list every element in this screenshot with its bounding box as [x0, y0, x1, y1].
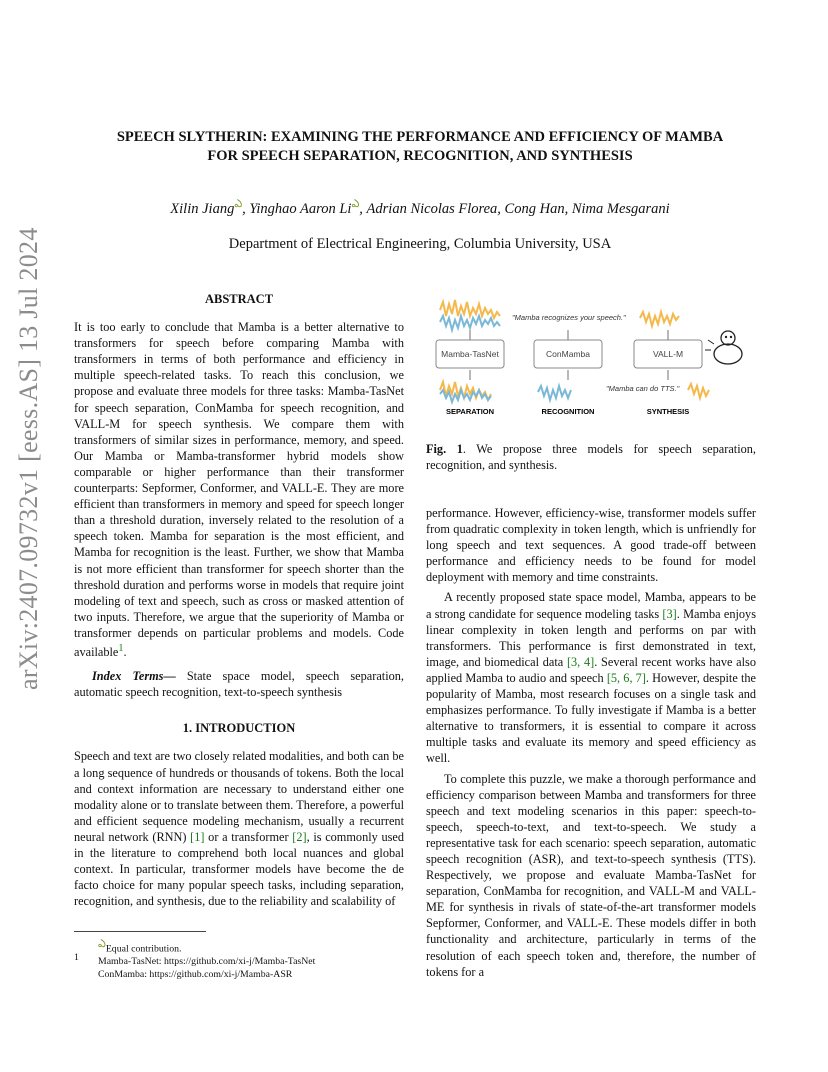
waveform-bottom-right	[688, 384, 709, 398]
intro-heading: 1. INTRODUCTION	[182, 721, 296, 736]
footnote-link[interactable]: 1	[118, 642, 124, 654]
waveform-bottom-left	[440, 382, 491, 402]
intro-paragraph-3: To complete this puzzle, we make a thorough performance and efficiency comparison between Mamba and transformers for three speech and text modeling scenarios in this paper: speech-to-speech, speech-to-text, and text-to-speech. We study a representative task for each scenario: speech separation, automatic speech recognition (ASR), and text-to-speech synthesis (TTS). Respectively, we propose and evaluate Mamba-TasNet for separation, ConMamba for recognition, and VALL-M and VALL-ME for synthesis in rivals of state-of-the-art transformer models Sepformer, Conformer, and VALL-E. These models differ in both functionality and architecture, particularly in terms of the resolution of each speech token and, therefore, the number of tokens for a	[426, 771, 756, 979]
quote-tts: "Mamba can do TTS."	[606, 384, 680, 393]
footnote-link-conmamba[interactable]: ConMamba: https://github.com/xi-j/Mamba-ASR	[98, 969, 293, 981]
conmamba-label: ConMamba	[546, 349, 590, 359]
snake-icon: ఎ	[234, 198, 243, 210]
intro-paragraph-1-cont: performance. However, efficiency-wise, transformer models suffer from quadratic complexity in token length, which is unfriendly for long speech and text sequences. A good trade-off between performance and efficiency needs to be found for model deployment with memory and time constraints.	[426, 506, 756, 585]
snake-icon: ఎ	[351, 198, 360, 210]
waveform-top-left	[440, 300, 500, 330]
footnote-divider	[74, 931, 206, 932]
figure-1-diagram	[426, 290, 756, 425]
citation-link[interactable]: [3]	[662, 606, 677, 621]
snake-icon: ఎ	[98, 938, 106, 950]
arxiv-sidebar-id: arXiv:2407.09732v1 [eess.AS] 13 Jul 2024	[14, 227, 43, 690]
mamba-tasnet-label: Mamba-TasNet	[441, 349, 499, 359]
index-terms: Index Terms— State space model, speech separation, automatic speech recognition, text-to-speech synthesis	[74, 669, 404, 700]
snake-mascot-icon	[705, 331, 742, 364]
footnote-link-tasnet[interactable]: Mamba-TasNet: https://github.com/xi-j/Mamba-TasNet	[98, 956, 316, 968]
intro-paragraph-2: A recently proposed state space model, Mamba, appears to be a strong candidate for sequence modeling tasks [3]. Mamba enjoys linear complexity in token length and performs on par with transformers. This performance is first demonstrated in text, image, and biomedical data [3, 4]. Several recent works have also applied Mamba to audio and speech [5, 6, 7]. However, despite the popularity of Mamba, most research focuses on a single task and emphasizes performance. To fully investigate if Mamba is a better alternative to transformers, it is essential to compare it across multiple tasks and evaluate its memory and speed efficiency as well.	[426, 590, 756, 766]
citation-link[interactable]: [2]	[292, 829, 307, 844]
author-list: Xilin Jiang$^ఎ$, Yinghao Aaron $Li^ఎ$, Adrian Nicolas Florea, Cong Han, Nima Mesgarani	[170, 198, 670, 217]
intro-paragraph-1: Speech and text are two closely related modalities, and both can be a long sequence of hundreds or thousands of tokens. Both the local and context information are necessary to understand either one modality alone or to translate between them. Therefore, a powerful and efficient sequence modeling mechanism, usually a recurrent neural network (RNN) [1] or a transformer [2], is commonly used in the literature to comprehend both local nuances and global context. In particular, transformer models have become the de facto choice for many popular speech tasks, including separation, recognition, and synthesis, due to the reliability and scalability of	[74, 749, 405, 909]
right-column	[426, 505, 756, 980]
citation-link[interactable]: [1]	[190, 829, 205, 844]
left-column	[74, 291, 404, 909]
quote-recognition: "Mamba recognizes your speech."	[512, 313, 626, 322]
paper-title: SPEECH SLYTHERIN: EXAMINING THE PERFORMANCE AND EFFICIENCY OF MAMBA FOR SPEECH SEPARATION, RECOGNITION, AND SYNTHESIS	[116, 129, 724, 164]
vall-m-label: VALL-M	[652, 349, 684, 359]
abstract-heading: ABSTRACT	[204, 292, 274, 306]
footnotes: ఎEqual contribution. 1 Mamba-TasNet: https://github.com/xi-j/Mamba-TasNet ConMamba: https://github.com/xi-j/Mamba-ASR	[74, 938, 404, 981]
abstract-text: It is too early to conclude that Mamba is a better alternative to transformers for speech before comparing Mamba with transformers in terms of both performance and efficiency in multiple speech-related tasks. To reach this conclusion, we propose and evaluate three models for three tasks: Mamba-TasNet for speech separation, ConMamba for speech recognition, and VALL-M for speech synthesis. We compare them with transformers of similar sizes in performance, memory, and speed. Our Mamba or Mamba-transformer hybrid models show comparable or higher performance than their transformer counterparts: Sepformer, Conformer, and VALL-E. They are more efficient than transformers in memory and speed for speech longer than a threshold duration, inversely related to the resolution of a speech token. Mamba for separation is the most efficient, and Mamba for recognition is the least. Further, we show that Mamba is not more efficient than transformer for speech shorter than the threshold duration and performs worse in models that require joint modeling of text and speech, such as cross or masked attention of two inputs. Therefore, we argue that the superiority of Mamba or transformer depends on particular problems and models. Code available$^1$.	[74, 320, 404, 660]
label-separation: SEPARATION	[445, 407, 495, 416]
label-recognition: RECOGNITION	[541, 407, 595, 416]
label-synthesis: SYNTHESIS	[646, 407, 690, 416]
citation-link[interactable]: [3, 4]	[566, 654, 595, 669]
waveform-bottom-middle	[538, 386, 571, 400]
citation-link[interactable]: [5, 6, 7]	[606, 670, 646, 685]
figure-caption: Fig. 1. We propose three models for speech separation, recognition, and synthesis.	[426, 442, 756, 472]
affiliation: Department of Electrical Engineering, Columbia University, USA	[228, 236, 612, 252]
waveform-top-right	[640, 312, 679, 326]
